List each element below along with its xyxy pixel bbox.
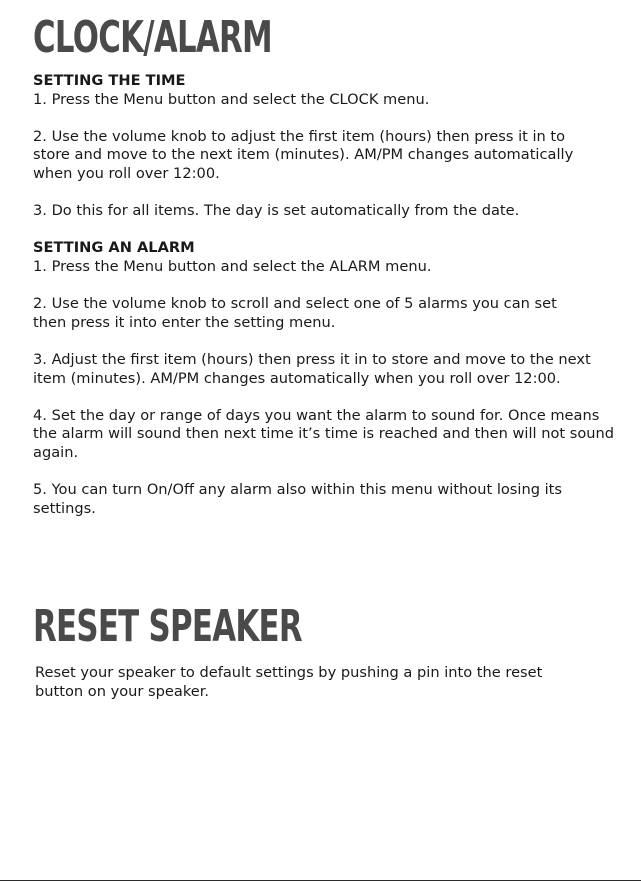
reset-speaker-text: Reset your speaker to default settings by pushing a pin into the reset button on your speaker.	[35, 664, 543, 700]
alarm-step-5: 5. You can turn On/Off any alarm also within this menu without losing its settings.	[33, 481, 563, 517]
setting-alarm-subheading: SETTING AN ALARM	[33, 239, 195, 257]
alarm-step-4: 4. Set the day or range of days you want the alarm to sound for. Once means the alarm will sound then next time it’s time is reached and then will not sound again.	[33, 406, 615, 461]
time-step-1: 1. Press the Menu button and select the CLOCK menu.	[33, 90, 430, 108]
alarm-step-1: 1. Press the Menu button and select the ALARM menu.	[33, 257, 432, 275]
time-step-3: 3. Do this for all items. The day is set automatically from the date.	[33, 202, 520, 220]
clock-alarm-instructions	[33, 72, 623, 518]
setting-time-subheading: SETTING THE TIME	[33, 72, 186, 89]
reset-speaker-heading: RESET SPEAKER	[33, 601, 302, 652]
reset-speaker-instructions	[35, 664, 595, 701]
time-step-2: 2. Use the volume knob to adjust the first item (hours) then press it in to store and move to the next item (minutes). AM/PM changes automatically when you roll over 12:00.	[33, 127, 574, 182]
alarm-step-3: 3. Adjust the first item (hours) then press it in to store and move to the next item (minutes). AM/PM changes automatically when you roll over 12:00.	[33, 350, 591, 387]
alarm-step-2: 2. Use the volume knob to scroll and select one of 5 alarms you can set then press it into enter the setting menu.	[33, 295, 557, 331]
clock-alarm-heading: CLOCK/ALARM	[33, 12, 273, 63]
